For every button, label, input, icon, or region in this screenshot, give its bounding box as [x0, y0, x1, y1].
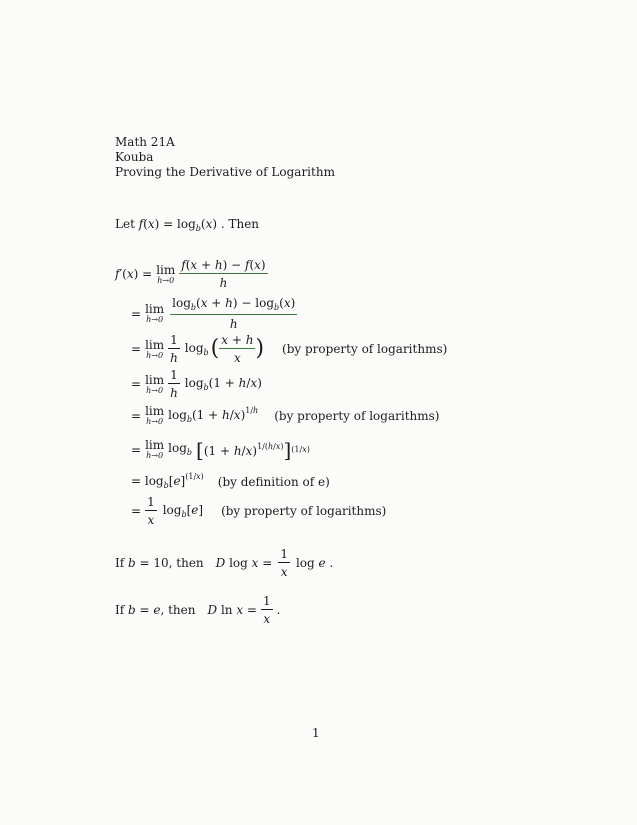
derivation-step-4: = lim h→0 $\frac{1}{h}$ $\log_b(1 + h/x)$	[131, 368, 262, 400]
derivation-step-6: = lim h→0 $\log_b$ [ $(1 + h/x)^{1/(h/x)}$ ] (1/x)	[131, 437, 310, 462]
result-base-10: If b = 10, then D log x = $\frac{1}{x}$ log e .	[115, 547, 334, 579]
course-label: Math 21A	[115, 135, 175, 149]
note-property-3: (by property of logarithms)	[221, 504, 387, 518]
note-property-2: (by property of logarithms)	[274, 408, 440, 423]
derivation-step-5: = lim h→0 $\log_b(1 + h/x)^{1/h}$ (by property of logarithms)	[131, 404, 440, 426]
derivation-step-8: = $\frac{1}{x}$ $\log_b[e]$ (by property of logarithms)	[131, 495, 387, 527]
author-label: Kouba	[115, 150, 154, 164]
derivation-step-7: = $\log_b[e]^{(1/x)}$ (by definition of e)	[131, 472, 330, 490]
derivation-step-1: f′(x) = lim h→0 $\frac{f(x + h) - f(x)}{h}$	[115, 258, 266, 290]
note-definition-e: (by definition of e)	[217, 474, 330, 489]
page-number: 1	[312, 726, 320, 740]
derivation-step-3: = lim h→0 $\frac{1}{h}$ $\log_b$ ( $\frac{x + h}{x}$ ) (by property of logarithms)	[131, 333, 448, 365]
result-base-e: If b = e, then D ln x = $\frac{1}{x}$ .	[115, 594, 281, 626]
document-title: Proving the Derivative of Logarithm	[115, 165, 335, 179]
note-property-1: (by property of logarithms)	[282, 342, 448, 356]
intro-line: Let $f(x) = \log_b(x)$ . Then	[115, 217, 260, 233]
derivation-step-2: = lim h→0 $\frac{\log_b(x + h) - \log_b(x)}{h}$	[131, 296, 296, 331]
